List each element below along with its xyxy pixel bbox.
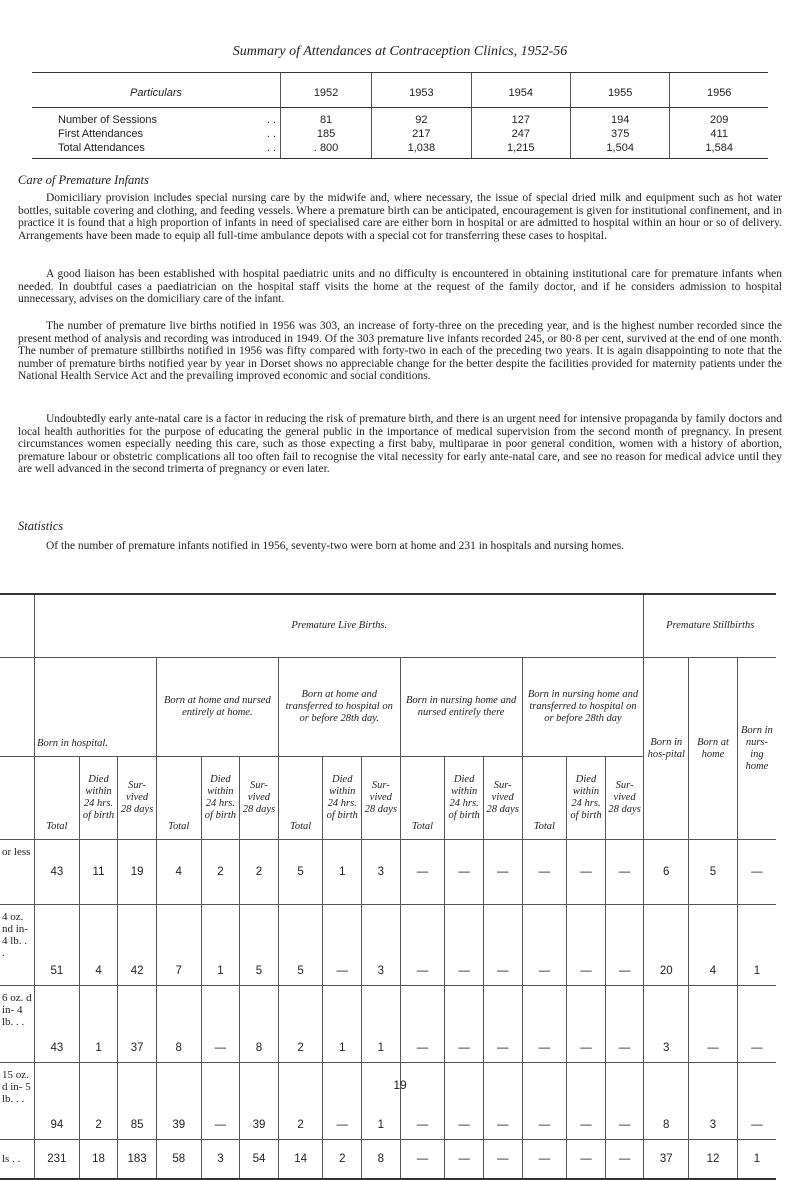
table-cell: 5 (278, 905, 323, 986)
paragraph: Undoubtedly early ante-natal care is a factor in reducing the risk of premature birth, and there is an urgent need for intensive propaganda by family doctors and local health authorities for the purpose of educating the general public in the importance of medical supervision from the second month of pregnancy. In present circumstances women especially needing this care, such as those expecting a first baby, multiparae in poor general condition, women with a history of abortion, premature labour or obstetric complications all too often fail to recognise the vital necessity for early ante-natal care, and see no reason for medical advice until they are well advanced in the second trimerta of pregnancy or even later. (18, 413, 782, 476)
table-cell: 39 (240, 1063, 279, 1140)
table-cell: 6 (644, 840, 689, 905)
row-label: 15 oz. d in- 5 lb. . . (0, 1063, 35, 1140)
category-header: Born at home and nursed entirely at home. (156, 658, 278, 757)
cell: 127 (471, 108, 570, 128)
table-cell: 8 (156, 986, 201, 1063)
table-cell: 5 (689, 840, 738, 905)
table-cell: 2 (79, 1063, 118, 1140)
stillbirth-col-header: Born in hos-pital (644, 658, 689, 840)
year-header: 1953 (372, 73, 471, 108)
table-cell: — (445, 905, 484, 986)
table-cell: 2 (278, 1063, 323, 1140)
table-row (0, 840, 776, 905)
row-label: 4 oz. nd in- 4 lb. . . (0, 905, 35, 986)
sub-header-survived: Sur-vived 28 days (240, 757, 279, 840)
corner-cell (0, 757, 35, 840)
cell: . 800 (281, 141, 372, 159)
table-cell: — (400, 1063, 445, 1140)
table-cell: 3 (362, 840, 401, 905)
cell: 1,038 (372, 141, 471, 159)
table-cell: 3 (201, 1140, 240, 1180)
page-number: 19 (393, 1078, 407, 1092)
table-cell: 20 (644, 905, 689, 986)
table-cell: — (400, 986, 445, 1063)
paragraph: Domiciliary provision includes special nursing care by the midwife and, where necessary, the issue of special dried milk and equipment such as hot water bottles, suitable covering and clothing, and feeding vessels. Where a premature birth can be anticipated, encouragement is given for institutional confinement, and in practice it is found that a high proportion of infants in need of specialised care are either born in hospital or are admitted to hospital within an hour or so of delivery. Arrangements have been made to equip all full-time ambulance depots with a special cot for transferring these cases to hospital. (18, 192, 782, 242)
year-header: 1956 (670, 73, 768, 108)
table-cell: — (605, 986, 644, 1063)
table-cell: — (400, 1140, 445, 1180)
row-label: or less (0, 840, 35, 905)
sub-header-survived: Sur-vived 28 days (483, 757, 522, 840)
sub-header-died: Died within 24 hrs. of birth (79, 757, 118, 840)
table-cell: 1 (323, 840, 362, 905)
sub-header-total: Total (156, 757, 201, 840)
table-cell: 11 (79, 840, 118, 905)
table-cell: — (567, 840, 606, 905)
table-cell: — (483, 986, 522, 1063)
row-label: Number of Sessions . . (58, 114, 276, 126)
sub-header-total: Total (522, 757, 567, 840)
table-cell: 8 (362, 1140, 401, 1180)
table-cell: 3 (644, 986, 689, 1063)
cell: 375 (570, 127, 669, 141)
table-cell: 231 (35, 1140, 80, 1180)
table-cell: 2 (278, 986, 323, 1063)
table-cell: — (567, 1063, 606, 1140)
corner-cell (0, 658, 35, 757)
stillbirth-col-header: Born ﻿in nurs-ing home (737, 658, 776, 840)
table-cell: 58 (156, 1140, 201, 1180)
table-cell: — (445, 1140, 484, 1180)
table-cell: — (567, 986, 606, 1063)
paragraph: Of the number of premature infants notified in 1956, seventy-two were born at home and 231 in hospitals and nursing homes. (46, 540, 625, 552)
row-label: ls . . (2, 1153, 21, 1165)
table-cell: 8 (240, 986, 279, 1063)
table-cell: 94 (35, 1063, 80, 1140)
paragraph: A good liaison has been established with hospital paediatric units and no difficulty is encountered in obtaining institutional care for premature infants when needed. In doubtful cases a paediatrician on the hospital staff visits the home at the request of the family doctor, and if he considers admission to hospital unnecessary, advises on the domiciliary care of the infant. (18, 268, 782, 306)
table-cell: 3 (362, 905, 401, 986)
sub-header-total: Total (278, 757, 323, 840)
table-cell: — (737, 986, 776, 1063)
cell: 185 (281, 127, 372, 141)
table-cell: — (445, 986, 484, 1063)
table-cell: — (201, 1063, 240, 1140)
table-cell: 54 (240, 1140, 279, 1180)
table-cell: 2 (323, 1140, 362, 1180)
stillbirths-header: Premature Stillbirths (644, 594, 776, 658)
table-cell: — (483, 840, 522, 905)
summary-row (32, 141, 768, 159)
table-cell: 39 (156, 1063, 201, 1140)
live-births-header: Premature Live Births. (35, 594, 644, 658)
table-cell: — (483, 1063, 522, 1140)
page-title: Summary of Attendances at Contraception Clinics, 1952-56 (232, 44, 568, 59)
table-cell: 12 (689, 1140, 738, 1180)
table-cell: 1 (79, 986, 118, 1063)
table-cell: — (567, 1140, 606, 1180)
cell: 1,215 (471, 141, 570, 159)
category-header: Born in nursing home and nursed entirely there (400, 658, 522, 757)
cell: 411 (670, 127, 768, 141)
summary-header-row (32, 73, 768, 108)
row-label: Total Attendances . . (32, 141, 281, 159)
table-cell: — (522, 1140, 567, 1180)
table-cell: — (201, 986, 240, 1063)
table-cell: 1 (201, 905, 240, 986)
cell: 194 (570, 108, 669, 128)
table-cell: 14 (278, 1140, 323, 1180)
table-row (0, 1140, 776, 1180)
table-cell: 51 (35, 905, 80, 986)
year-header: 1952 (281, 73, 372, 108)
table-cell: 37 (118, 986, 157, 1063)
table-row (0, 905, 776, 986)
cell: 209 (670, 108, 768, 128)
paragraph: The number of premature live births notified in 1956 was 303, an increase of forty-three on the preceding year, and is the highest number recorded since the present method of analysis and recording was introduced in 1949. Of the 303 premature live infants recorded 245, or 80·8 per cent, survived at the end of one month. The number of premature stillbirths notified in 1956 was fifty compared with forty-two in each of the preceding two years. It is again disappointing to note that the number of premature births notified year by year in Dorset shows no appreciable change for the better despite the facilities provided for maternity patients under the National Health Service Act and the prevailing improved economic and social conditions. (18, 320, 782, 383)
cell: 1,584 (670, 141, 768, 159)
sub-header-survived: Sur-vived 28 days (605, 757, 644, 840)
category-header: Born in nursing home and transferred to hospital on or before 28th day (522, 658, 644, 757)
table-cell: 5 (240, 905, 279, 986)
table-row (0, 1063, 776, 1140)
sub-header-total: Total (400, 757, 445, 840)
table-cell: — (522, 1063, 567, 1140)
table-cell: 4 (79, 905, 118, 986)
table-cell: 4 (689, 905, 738, 986)
table-cell: 7 (156, 905, 201, 986)
section-heading-statistics: Statistics (18, 519, 64, 533)
table-cell: — (483, 1140, 522, 1180)
table-cell: 43 (35, 986, 80, 1063)
table-cell: — (400, 840, 445, 905)
table-cell: — (323, 1063, 362, 1140)
stillbirth-col-header: Born at home (689, 658, 738, 840)
table-cell: — (567, 905, 606, 986)
cell: 217 (372, 127, 471, 141)
row-label: First Attendances . . (58, 128, 276, 140)
table-cell: — (689, 986, 738, 1063)
sub-header-survived: Sur-vived 28 days (362, 757, 401, 840)
table-cell: — (605, 905, 644, 986)
table-cell: 1 (362, 1063, 401, 1140)
table-cell: — (605, 1140, 644, 1180)
table-cell: 18 (79, 1140, 118, 1180)
table-cell: — (605, 1063, 644, 1140)
year-header: 1955 (570, 73, 669, 108)
table-cell: — (522, 840, 567, 905)
sub-header-died: Died within 24 hrs. of birth (201, 757, 240, 840)
table-cell: 1 (737, 1140, 776, 1180)
sub-header-died: Died within 24 hrs. of birth (323, 757, 362, 840)
table-cell: 2 (240, 840, 279, 905)
cell: 247 (471, 127, 570, 141)
table-cell: — (445, 840, 484, 905)
category-header: Born at home and transferred to hospital on or before 28th day. (278, 658, 400, 757)
particulars-header: Particulars (32, 73, 281, 108)
table-row (0, 986, 776, 1063)
attendance-summary-table (32, 72, 768, 159)
table-cell: 3 (689, 1063, 738, 1140)
table-cell: 1 (323, 986, 362, 1063)
sub-header-died: Died within 24 hrs. of birth (445, 757, 484, 840)
table-cell: — (323, 905, 362, 986)
cell: 81 (281, 108, 372, 128)
sub-header-total: Total (35, 757, 80, 840)
sub-header-survived: Sur-vived 28 days (118, 757, 157, 840)
table-cell: — (522, 986, 567, 1063)
table-cell: — (737, 1063, 776, 1140)
table-cell: 42 (118, 905, 157, 986)
table-cell: — (737, 840, 776, 905)
table-cell: 4 (156, 840, 201, 905)
table-cell: 183 (118, 1140, 157, 1180)
table-cell: 37 (644, 1140, 689, 1180)
sub-header-died: Died within 24 hrs. of birth (567, 757, 606, 840)
corner-cell (0, 594, 35, 658)
table-cell: — (400, 905, 445, 986)
cell: 1,504 (570, 141, 669, 159)
group-header-row (0, 594, 776, 658)
table-cell: — (605, 840, 644, 905)
row-label: 6 oz. d in- 4 lb. . . (0, 986, 35, 1063)
table-cell: — (483, 905, 522, 986)
table-cell: 2 (201, 840, 240, 905)
table-cell: 1 (737, 905, 776, 986)
summary-row (32, 108, 768, 128)
category-header: Born in hospital. (35, 658, 157, 757)
table-cell: — (445, 1063, 484, 1140)
summary-row (32, 127, 768, 141)
year-header: 1954 (471, 73, 570, 108)
table-cell: 85 (118, 1063, 157, 1140)
table-cell: 1 (362, 986, 401, 1063)
table-cell: — (522, 905, 567, 986)
table-cell: 19 (118, 840, 157, 905)
category-header-row (0, 658, 776, 757)
section-heading-premature-care: Care of Premature Infants (18, 173, 149, 187)
cell: 92 (372, 108, 471, 128)
table-cell: 5 (278, 840, 323, 905)
table-cell: 43 (35, 840, 80, 905)
table-cell: 8 (644, 1063, 689, 1140)
